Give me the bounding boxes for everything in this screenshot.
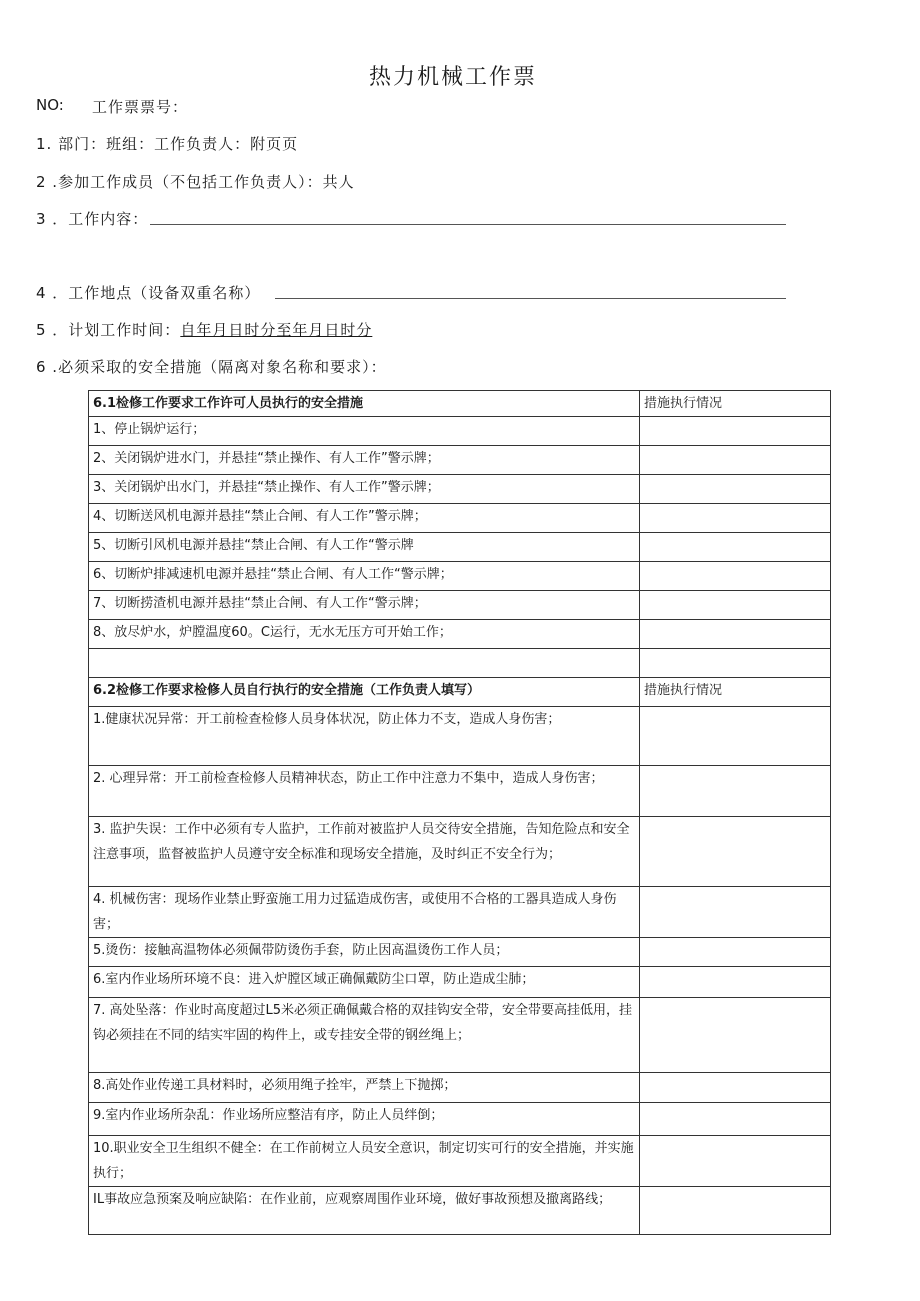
section2-item: IL事故应急预案及响应缺陷：在作业前，应观察周围作业环境，做好事故预想及撤离路线； [89, 1187, 640, 1235]
status-cell[interactable] [639, 1103, 830, 1136]
section2-header: 6.2检修工作要求检修人员自行执行的安全措施（工作负责人填写） [89, 678, 640, 707]
section1-item: 1、停止锅炉运行； [89, 417, 640, 446]
status-cell[interactable] [639, 998, 830, 1073]
table-row [89, 707, 831, 766]
table-row [89, 967, 831, 998]
section2-item: 4. 机械伤害：现场作业禁止野蛮施工用力过猛造成伤害，或使用不合格的工器具造成人身伤害； [89, 887, 640, 938]
status-cell[interactable] [639, 620, 830, 649]
status-cell[interactable] [639, 446, 830, 475]
section2-item: 6.室内作业场所环境不良：进入炉膛区域正确佩戴防尘口罩，防止造成尘肺； [89, 967, 640, 998]
status-cell[interactable] [639, 504, 830, 533]
section1-item: 2、关闭锅炉进水门，并悬挂“禁止操作、有人工作”警示牌； [89, 446, 640, 475]
table-row [89, 533, 831, 562]
members-line: 2 .参加工作成员（不包括工作负责人）：共人 [36, 173, 355, 191]
work-content-rule[interactable] [150, 224, 786, 225]
safety-measures-table [88, 390, 831, 1235]
table-row [89, 678, 831, 707]
planned-time-value[interactable]: 自年月日时分至年月日时分 [180, 321, 373, 339]
table-row [89, 620, 831, 649]
department-line: 1. 部门：班组：工作负责人：附页页 [36, 135, 299, 153]
table-row [89, 417, 831, 446]
table-row [89, 1073, 831, 1103]
table-row [89, 562, 831, 591]
section1-status-header: 措施执行情况 [639, 391, 830, 417]
section1-item: 4、切断送风机电源并悬挂“禁止合闸、有人工作”警示牌； [89, 504, 640, 533]
status-cell[interactable] [639, 649, 830, 678]
table-row [89, 446, 831, 475]
section2-item: 10.职业安全卫生组织不健全：在工作前树立人员安全意识，制定切实可行的安全措施，并实施执行； [89, 1136, 640, 1187]
status-cell[interactable] [639, 1187, 830, 1235]
table-row [89, 998, 831, 1073]
ticket-no-label: NO: [36, 96, 64, 114]
section2-item: 7. 高处坠落：作业时高度超过L5米必须正确佩戴合格的双挂钩安全带，安全带要高挂低用，挂钩必须挂在不同的结实牢固的构件上，或专挂安全带的钢丝绳上； [89, 998, 640, 1073]
section2-item: 8.高处作业传递工具材料时，必须用绳子拴牢，严禁上下抛掷； [89, 1073, 640, 1103]
table-row [89, 475, 831, 504]
section2-item: 3. 监护失误：工作中必须有专人监护，工作前对被监护人员交待安全措施，告知危险点和安全注意事项，监督被监护人员遵守安全标准和现场安全措施，及时纠正不安全行为； [89, 817, 640, 887]
status-cell[interactable] [639, 967, 830, 998]
safety-measures-heading: 6 .必须采取的安全措施（隔离对象名称和要求）： [36, 358, 387, 376]
table-row [89, 504, 831, 533]
status-cell[interactable] [639, 562, 830, 591]
section2-item: 1.健康状况异常：开工前检查检修人员身体状况，防止体力不支，造成人身伤害； [89, 707, 640, 766]
section2-item: 2. 心理异常：开工前检查检修人员精神状态，防止工作中注意力不集中，造成人身伤害； [89, 766, 640, 817]
table-row [89, 766, 831, 817]
section1-item: 7、切断捞渣机电源并悬挂“禁止合闸、有人工作“警示牌； [89, 591, 640, 620]
planned-time-label: 5 ．计划工作时间： [36, 321, 181, 339]
section1-item: 3、关闭锅炉出水门，并悬挂“禁止操作、有人工作”警示牌； [89, 475, 640, 504]
status-cell[interactable] [639, 1073, 830, 1103]
status-cell[interactable] [639, 417, 830, 446]
blank-cell[interactable] [89, 649, 640, 678]
section2-item: 9.室内作业场所杂乱：作业场所应整洁有序，防止人员绊倒； [89, 1103, 640, 1136]
work-location-label: 4 ．工作地点（设备双重名称） [36, 284, 261, 302]
table-row [89, 887, 831, 938]
status-cell[interactable] [639, 1136, 830, 1187]
work-location-rule[interactable] [275, 298, 786, 299]
section2-item: 5.烫伤：接触高温物体必须佩带防烫伤手套，防止因高温烫伤工作人员； [89, 938, 640, 967]
status-cell[interactable] [639, 591, 830, 620]
status-cell[interactable] [639, 533, 830, 562]
status-cell[interactable] [639, 938, 830, 967]
table-row [89, 817, 831, 887]
work-content-label: 3 ．工作内容： [36, 210, 149, 228]
section1-item: 5、切断引风机电源并悬挂“禁止合闸、有人工作“警示牌 [89, 533, 640, 562]
status-cell[interactable] [639, 887, 830, 938]
section1-header: 6.1检修工作要求工作许可人员执行的安全措施 [89, 391, 640, 417]
table-row [89, 1187, 831, 1235]
section1-item: 8、放尽炉水，炉膛温度60。C运行，无水无压方可开始工作； [89, 620, 640, 649]
table-row [89, 591, 831, 620]
planned-time-line [36, 319, 372, 340]
table-row [89, 1136, 831, 1187]
status-cell[interactable] [639, 475, 830, 504]
ticket-number-label: 工作票票号： [92, 98, 189, 116]
status-cell[interactable] [639, 766, 830, 817]
section1-item: 6、切断炉排减速机电源并悬挂“禁止合闸、有人工作“警示牌； [89, 562, 640, 591]
table-row [89, 391, 831, 417]
section2-status-header: 措施执行情况 [639, 678, 830, 707]
status-cell[interactable] [639, 707, 830, 766]
table-row [89, 1103, 831, 1136]
table-row [89, 649, 831, 678]
table-row [89, 938, 831, 967]
document-title: 热力机械工作票 [368, 65, 537, 90]
status-cell[interactable] [639, 817, 830, 887]
